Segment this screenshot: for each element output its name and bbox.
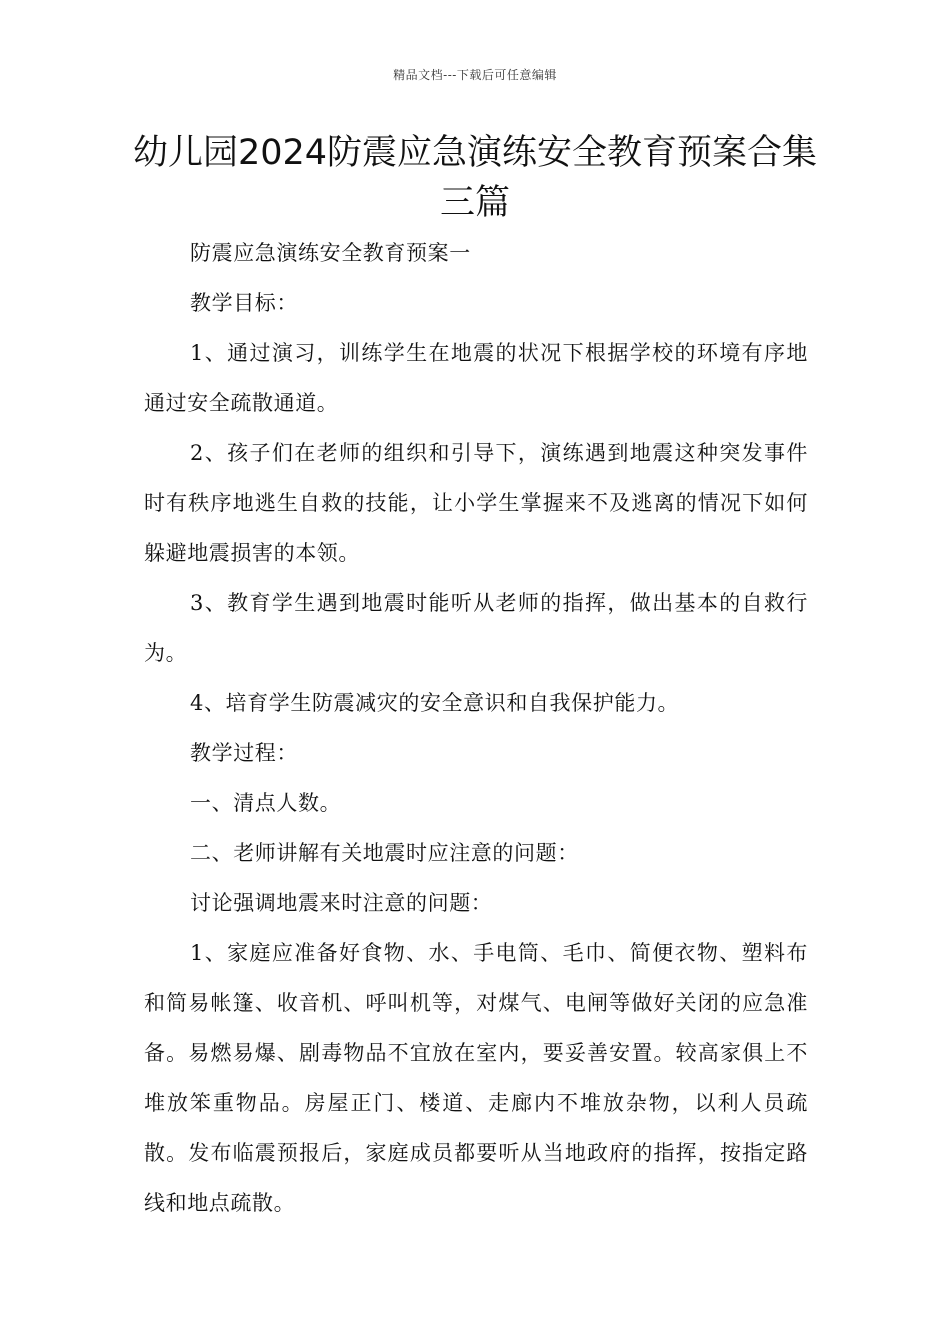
section-heading-plan-one: 防震应急演练安全教育预案一: [190, 241, 471, 265]
discussion-heading: 讨论强调地震来时注意的问题：: [190, 891, 493, 915]
process-step-2: 二、老师讲解有关地震时应注意的问题：: [190, 841, 579, 865]
header-note: 精品文档---下载后可任意编辑: [393, 68, 557, 82]
document-title: 幼儿园2024防震应急演练安全教育预案合集三篇: [132, 133, 818, 223]
goal-item-3: 3、教育学生遇到地震时能听从老师的指挥，做出基本的自救行为。: [144, 591, 808, 665]
goal-item-1: 1、通过演习，训练学生在地震的状况下根据学校的环境有序地通过安全疏散通道。: [144, 341, 808, 415]
goal-item-4: 4、培育学生防震减灾的安全意识和自我保护能力。: [190, 691, 680, 715]
goal-item-2: 2、孩子们在老师的组织和引导下，演练遇到地震这种突发事件时有秩序地逃生自救的技能，让小学生掌握来不及逃离的情况下如何躲避地震损害的本领。: [144, 441, 808, 565]
document-body: [144, 228, 808, 1228]
teaching-process-heading: 教学过程：: [190, 741, 298, 765]
teaching-goals-heading: 教学目标：: [190, 291, 298, 315]
discussion-item-1: 1、家庭应准备好食物、水、手电筒、毛巾、简便衣物、塑料布和简易帐篷、收音机、呼叫机等，对煤气、电闸等做好关闭的应急准备。易燃易爆、剧毒物品不宜放在室内，要妥善安置。较高家俱上不堆放笨重物品。房屋正门、楼道、走廊内不堆放杂物，以利人员疏散。发布临震预报后，家庭成员都要听从当地政府的指挥，按指定路线和地点疏散。: [144, 941, 808, 1215]
process-step-1: 一、清点人数。: [190, 791, 342, 815]
